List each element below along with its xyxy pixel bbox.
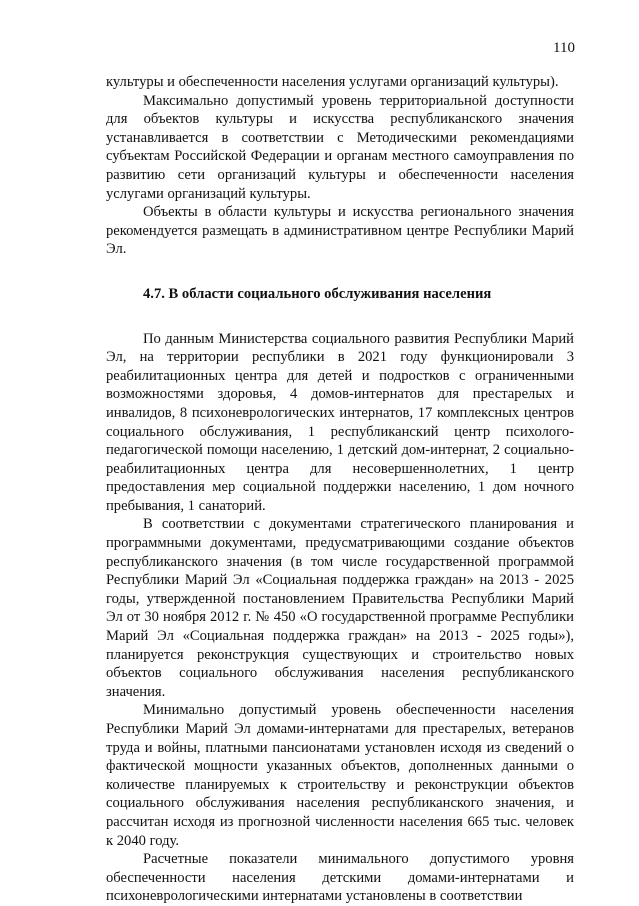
page-number: 110 bbox=[553, 40, 575, 56]
paragraph-continuation: культуры и обеспеченности населения услугами организаций культуры). bbox=[106, 74, 559, 90]
paragraph-culture-objects-placement: Объекты в области культуры и искусства регионального значения рекомендуется размещать в административном центре Республики Марий Эл. bbox=[106, 204, 574, 258]
paragraph-calculated-indicators: Расчетные показатели минимального допустимого уровня обеспеченности населения детскими домами-интернатами и психоневрологическими интернатами установлены в соответствии bbox=[106, 851, 574, 905]
paragraph-strategic-planning: В соответствии с документами стратегического планирования и программными документами, предусматривающими создание объектов республиканского значения (в том числе государственной программой Республики Марий Эл «Социальная поддержка граждан» на 2013 - 2025 годы, утвержденной постановлением Правительства Республики Марий Эл от 30 ноября 2012 г. № 450 «О государственной программе Республики Марий Эл «Социальная поддержка граждан» на 2013 - 2025 годы»), планируется реконструкция существующих и строительство новых объектов социального обслуживания населения республиканского значения. bbox=[106, 516, 574, 700]
paragraph-ministry-data: По данным Министерства социального развития Республики Марий Эл, на территории республики в 2021 году функционировали 3 реабилитационных центра для детей и подростков с ограниченными возможностями здоровья, 4 домов-интернатов для престарелых и инвалидов, 8 психоневрологических интернатов, 17 комплексных центров социального обслуживания, 1 республиканский центр психолого-педагогической помощи населению, 1 детский дом-интернат, 2 социально-реабилитационных центра для несовершеннолетних, 1 центр предоставления мер социальной поддержки населению, 1 дом ночного пребывания, 1 санаторий. bbox=[106, 330, 574, 514]
document-body bbox=[106, 73, 574, 906]
paragraph-minimum-provision: Минимально допустимый уровень обеспеченности населения Республики Марий Эл домами-интернатами для престарелых, ветеранов труда и войны, платными пансионатами установлен исходя из сведений о фактической мощности указанных объектов, дополненных данными о количестве планируемых к строительству и реконструкции объектов социального обслуживания населения республиканского значения, и рассчитан исходя из прогнозной численности населения 665 тыс. человек к 2040 году. bbox=[106, 702, 574, 849]
paragraph-accessibility-level: Максимально допустимый уровень территориальной доступности для объектов культуры и искусства республиканского значения устанавливается в соответствии с Методическими рекомендациями субъектам Российской Федерации и органам местного самоуправления по развитию сети организаций культуры и обеспеченности населения услугами организаций культуры. bbox=[106, 92, 574, 202]
section-heading: 4.7. В области социального обслуживания населения bbox=[143, 285, 492, 302]
